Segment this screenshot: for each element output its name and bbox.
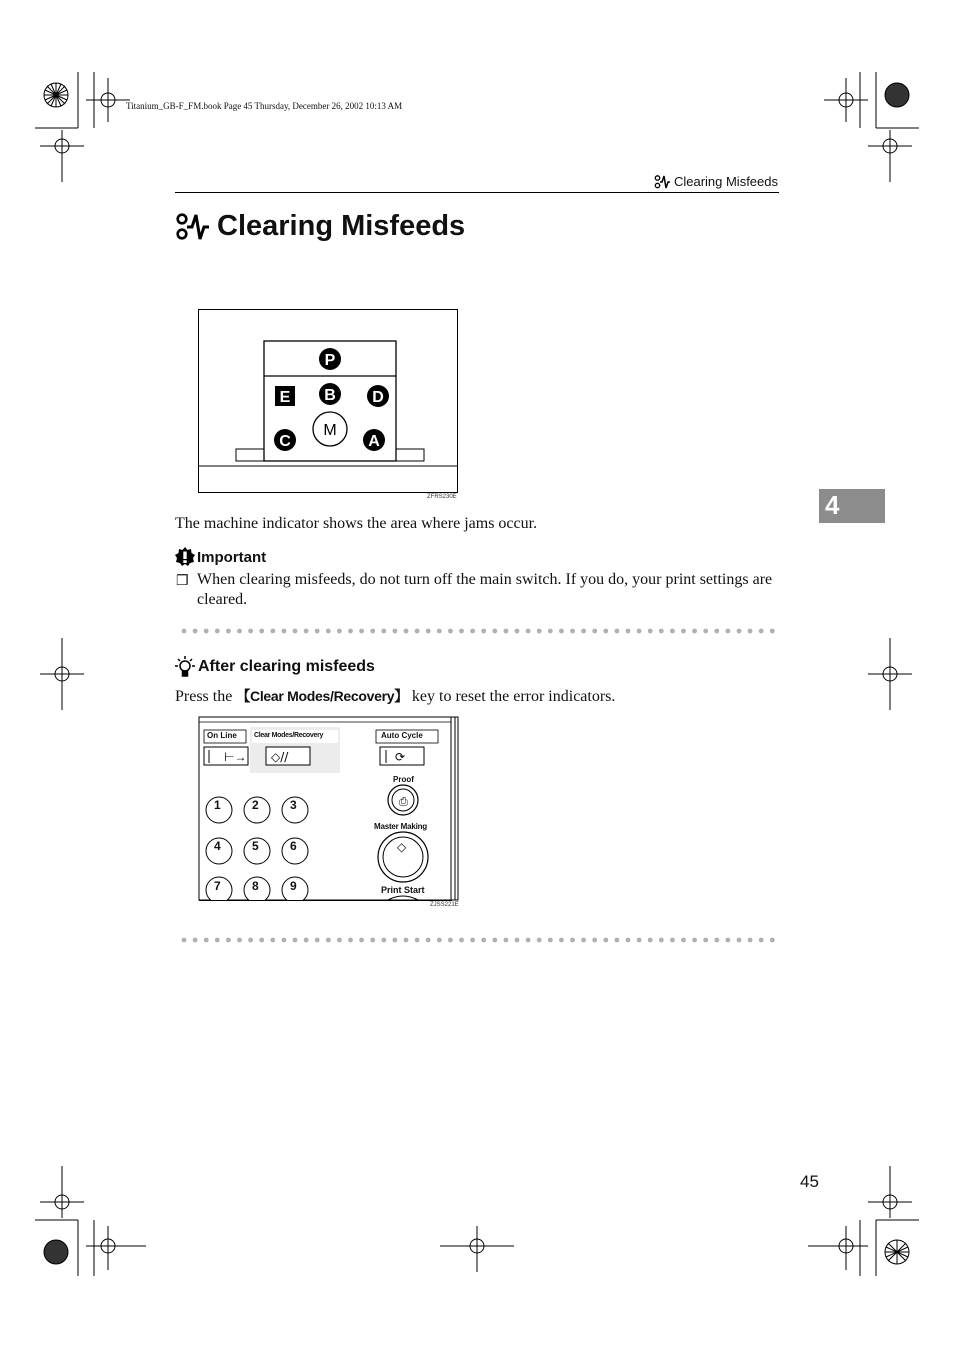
tip-label: After clearing misfeeds — [198, 658, 375, 675]
figure2-code: ZJSS221E — [430, 902, 459, 908]
tip-bottom-dotted-rule — [180, 936, 780, 944]
tip-heading — [175, 656, 375, 678]
machine-indicator-figure — [198, 309, 458, 493]
indicator-p-label: P — [324, 352, 336, 369]
important-note: When clearing misfeeds, do not turn off the main switch. If you do, your print settings are cleared. — [197, 571, 773, 608]
key-3-label: 3 — [290, 798, 297, 812]
page-title-text: Clearing Misfeeds — [217, 210, 466, 242]
file-info-header: Titanium_GB-F_FM.book Page 45 Thursday, December 26, 2002 10:13 AM — [126, 101, 403, 111]
key-4-label: 4 — [214, 839, 221, 853]
proof-label: Proof — [393, 775, 414, 784]
control-panel-figure — [198, 716, 459, 901]
figure1-code: ZFRS230E — [427, 494, 457, 500]
important-icon — [175, 547, 195, 567]
master-making-icon: ◇ — [397, 840, 407, 854]
key-bracket-close: 】 — [394, 688, 408, 704]
press-suffix: key to reset the error indicators. — [407, 688, 616, 705]
clear-modes-key-name: Clear Modes/Recovery — [250, 688, 395, 704]
important-heading — [175, 547, 266, 567]
indicator-b-label: B — [324, 387, 336, 404]
clear-modes-icon: ◇// — [271, 750, 289, 764]
print-start-label: Print Start — [381, 885, 425, 895]
indicator-d-label: D — [372, 389, 384, 406]
clear-modes-label: Clear Modes/Recovery — [254, 732, 324, 739]
key-5-label: 5 — [252, 839, 259, 853]
on-line-label: On Line — [207, 731, 237, 740]
indicator-a-label: A — [368, 433, 380, 450]
auto-cycle-label: Auto Cycle — [381, 731, 423, 740]
tip-instruction — [175, 686, 615, 706]
key-7-label: 7 — [214, 879, 221, 893]
running-head-label: Clearing Misfeeds — [673, 174, 778, 189]
master-making-label: Master Making — [374, 822, 427, 831]
auto-cycle-icon: ⟳ — [395, 750, 406, 764]
key-bracket-open: 【 — [236, 688, 251, 704]
control-panel-diagram — [198, 716, 459, 901]
page-title — [175, 210, 465, 243]
page-number: 45 — [800, 1172, 819, 1191]
press-prefix: Press the — [175, 688, 237, 705]
intro-text: The machine indicator shows the area where jams occur. — [175, 515, 538, 532]
running-head — [654, 174, 778, 189]
indicator-m-label: M — [323, 422, 337, 439]
indicator-e-label: E — [279, 389, 291, 406]
key-2-label: 2 — [252, 798, 259, 812]
key-8-label: 8 — [252, 879, 259, 893]
key-6-label: 6 — [290, 839, 297, 853]
machine-indicator-diagram — [199, 310, 457, 492]
chapter-tab — [819, 489, 885, 523]
proof-icon: ⎙ — [399, 795, 408, 808]
on-line-arrow-icon: ⊢→ — [224, 750, 247, 764]
chapter-number: 4 — [825, 490, 840, 520]
indicator-c-label: C — [279, 433, 291, 450]
important-label: Important — [197, 548, 267, 566]
header-rule — [175, 192, 779, 193]
lightbulb-icon — [175, 656, 195, 678]
checkbox-icon: ❒ — [176, 574, 189, 589]
key-9-label: 9 — [290, 879, 297, 893]
misfeed-icon — [654, 175, 670, 189]
key-1-label: 1 — [214, 798, 221, 812]
misfeed-icon — [175, 213, 209, 241]
tip-top-dotted-rule — [180, 627, 780, 635]
